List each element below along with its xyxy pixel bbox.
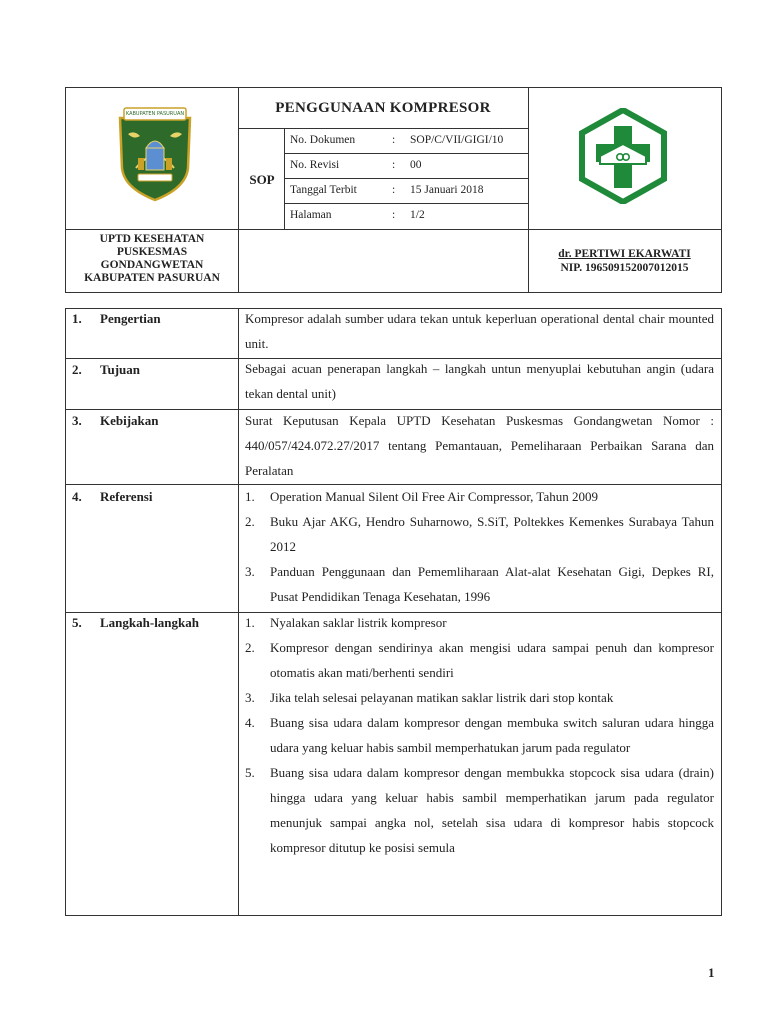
list-item: [241, 635, 714, 685]
puskesmas-logo: [578, 108, 668, 204]
body-bottom-border: [65, 915, 722, 916]
meta-sep: :: [392, 209, 396, 221]
header-bottom-border: [65, 292, 722, 293]
meta-row-line-2: [284, 178, 528, 179]
signatory-nip: NIP. 196509152007012015: [560, 262, 689, 274]
sop-label: SOP: [249, 172, 275, 187]
meta-row-line-1: [284, 153, 528, 154]
list-item: [241, 484, 714, 509]
body-col-divider: [238, 308, 239, 915]
meta-sep: :: [392, 184, 396, 196]
list-item-text: Buang sisa udara dalam kompresor dengan membukka stopcock sisa udara (drain) hingga udara yang keluar habis sambil memperhatikan jarum pada regulator menunjuk sampai angka nol, setelah sisa udara di kompresor habis stopcock kompresor ditutup ke posisi semula: [270, 765, 714, 855]
list-item-text: Jika telah selesai pelayanan matikan saklar listrik dari stop kontak: [270, 690, 614, 705]
list-item: [241, 559, 714, 609]
org-line: PUSKESMAS: [116, 246, 188, 258]
list-item-text: Kompresor dengan sendirinya akan mengisi udara sampai penuh dan kompresor otomatis akan mati/berhenti sendiri: [270, 640, 714, 680]
meta-sep: :: [392, 159, 396, 171]
list-item-text: Buku Ajar AKG, Hendro Suharnowo, S.SiT, Poltekkes Kemenkes Surabaya Tahun 2012: [270, 514, 714, 554]
header-divider: [65, 229, 722, 230]
meta-value-no-revisi: 00: [410, 159, 422, 171]
signatory-name: dr. PERTIWI EKARWATI: [558, 248, 691, 260]
list-item: [241, 760, 714, 860]
section-label: Kebijakan: [100, 413, 159, 428]
section-label: Tujuan: [100, 362, 140, 377]
org-line: UPTD KESEHATAN: [99, 233, 205, 245]
section-text: Surat Keputusan Kepala UPTD Kesehatan Puskesmas Gondangwetan Nomor : 440/057/424.072.27/2017 tentang Pemantauan, Pemeliharaan Perbaikan Sarana dan Peralatan: [245, 413, 714, 478]
page-number: 1: [708, 965, 715, 980]
steps-list: [241, 610, 714, 860]
meta-value-tanggal-terbit: 15 Januari 2018: [410, 184, 484, 196]
body-right-border: [721, 308, 722, 915]
meta-label-no-dokumen: No. Dokumen: [290, 134, 356, 146]
regency-logo-text: KABUPATEN PASURUAN: [125, 111, 185, 117]
meta-value-halaman: 1/2: [410, 209, 425, 221]
meta-label-halaman: Halaman: [290, 209, 332, 221]
regency-logo: [112, 104, 198, 204]
list-item-number: 2.: [245, 514, 255, 529]
list-item-number: 4.: [245, 715, 255, 730]
list-item-number: 5.: [245, 765, 255, 780]
header-col-divider-1: [238, 87, 239, 292]
list-item-text: Panduan Penggunaan dan Pememliharaan Alat-alat Kesehatan Gigi, Depkes RI, Pusat Pendidikan Tenaga Kesehatan, 1996: [270, 564, 714, 604]
list-item-number: 1.: [245, 615, 255, 630]
body-left-border: [65, 308, 66, 915]
list-item-text: Operation Manual Silent Oil Free Air Compressor, Tahun 2009: [270, 489, 598, 504]
meta-value-no-dokumen: SOP/C/VII/GIGI/10: [410, 134, 504, 146]
list-item: [241, 509, 714, 559]
list-item-text: Nyalakan saklar listrik kompresor: [270, 615, 447, 630]
title-bottom-line: [238, 128, 528, 129]
section-number: 5.: [72, 615, 82, 630]
section-number: 4.: [72, 489, 82, 504]
meta-sep: :: [392, 134, 396, 146]
reference-list: [241, 484, 714, 609]
section-number: 3.: [72, 413, 82, 428]
section-number: 1.: [72, 311, 82, 326]
list-item-number: 3.: [245, 690, 255, 705]
organization-name: [66, 233, 238, 285]
section-text: Kompresor adalah sumber udara tekan untuk keperluan operational dental chair mounted unit.: [245, 311, 714, 351]
meta-label-tanggal-terbit: Tanggal Terbit: [290, 184, 357, 196]
section-label: Referensi: [100, 489, 153, 504]
list-item: [241, 685, 714, 710]
section-label: Langkah-langkah: [100, 615, 199, 630]
page-title: PENGGUNAAN KOMPRESOR: [275, 100, 491, 116]
list-item-number: 3.: [245, 564, 255, 579]
section-number: 2.: [72, 362, 82, 377]
list-item-number: 2.: [245, 640, 255, 655]
list-item-number: 1.: [245, 489, 255, 504]
org-line: KABUPATEN PASURUAN: [84, 272, 220, 284]
meta-row-line-3: [284, 203, 528, 204]
list-item-text: Buang sisa udara dalam kompresor dengan membuka switch saluran udara hingga udara yang keluar habis sambil memperhatukan jarum pada regulator: [270, 715, 714, 755]
header-right-border: [721, 87, 722, 292]
section-text: Sebagai acuan penerapan langkah – langkah untun menyuplai kebutuhan angin (udara tekan dental unit): [245, 361, 714, 401]
list-item: [241, 610, 714, 635]
org-line: GONDANGWETAN: [100, 259, 204, 271]
list-item: [241, 710, 714, 760]
meta-label-no-revisi: No. Revisi: [290, 159, 340, 171]
section-label: Pengertian: [100, 311, 161, 326]
header-top-border: [65, 87, 722, 88]
